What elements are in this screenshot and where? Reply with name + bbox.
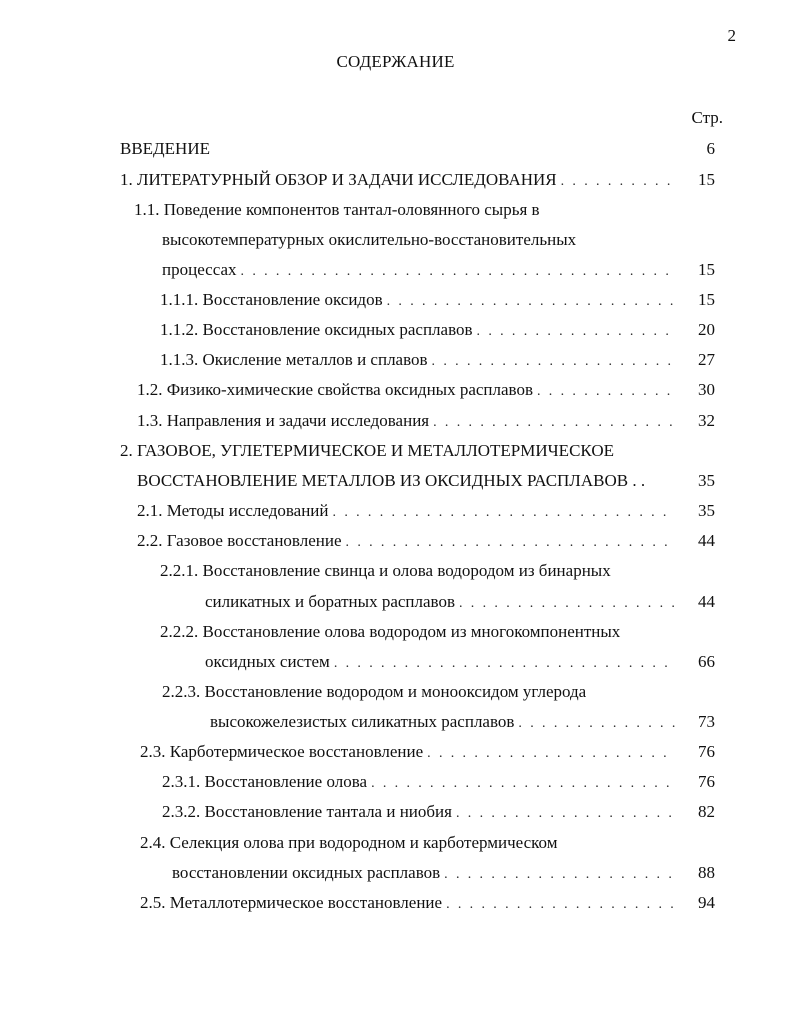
- leader-dots: [333, 501, 675, 525]
- toc-entry-text: 1.1. Поведение компонентов тантал-оловянного сырья в: [134, 200, 540, 219]
- leader-dots: [433, 411, 675, 435]
- toc-entry[interactable]: [160, 620, 715, 644]
- toc-entry-text: восстановлении оксидных расплавов: [172, 863, 441, 882]
- toc-entry-page: 35: [698, 501, 715, 520]
- toc-entry-text: 1.3. Направления и задачи исследования: [137, 411, 430, 430]
- toc-entry-page: 15: [698, 260, 715, 279]
- toc-entry-page: 88: [698, 863, 715, 882]
- toc-entry-text: 1.1.3. Окисление металлов и сплавов: [160, 350, 428, 369]
- leader-dots: [477, 320, 675, 344]
- page-number: 2: [727, 26, 736, 45]
- toc-entry[interactable]: [162, 800, 715, 824]
- toc-entry-text: 2.3. Карботермическое восстановление: [140, 742, 424, 761]
- toc-entry-page: 76: [698, 742, 715, 761]
- toc-entry-text: процессах: [162, 260, 237, 279]
- leader-dots: [371, 772, 675, 796]
- leader-dots: [444, 863, 675, 887]
- toc-entry[interactable]: [160, 559, 715, 583]
- toc-entry-text: ВОССТАНОВЛЕНИЕ МЕТАЛЛОВ ИЗ ОКСИДНЫХ РАСПЛАВОВ . .: [137, 471, 646, 490]
- toc-entry[interactable]: [137, 529, 715, 553]
- leader-dots: [241, 260, 675, 284]
- leader-dots: [456, 802, 675, 826]
- leader-dots: [561, 170, 675, 194]
- toc-entry-text: 2.1. Методы исследований: [137, 501, 329, 520]
- toc-entry-text: 2.3.1. Восстановление олова: [162, 772, 368, 791]
- leader-dots: [432, 350, 675, 374]
- toc-entry-page: 66: [698, 652, 715, 671]
- toc-entry[interactable]: [160, 288, 715, 312]
- toc-entry[interactable]: [172, 861, 715, 885]
- toc-entry-page: 73: [698, 712, 715, 731]
- toc-entry-text: высокожелезистых силикатных расплавов: [210, 712, 515, 731]
- toc-entry[interactable]: [140, 831, 715, 855]
- toc-entry-text: 2. ГАЗОВОЕ, УГЛЕТЕРМИЧЕСКОЕ И МЕТАЛЛОТЕРМИЧЕСКОЕ: [120, 441, 614, 460]
- leader-dots: [446, 893, 675, 917]
- toc-entry[interactable]: [160, 318, 715, 342]
- toc-entry[interactable]: [205, 590, 715, 614]
- toc-entry-text: ВВЕДЕНИЕ: [120, 139, 210, 158]
- toc-entry[interactable]: [162, 258, 715, 282]
- toc-entry[interactable]: [137, 499, 715, 523]
- toc-entry-page: 94: [698, 893, 715, 912]
- toc-entry-text: силикатных и боратных расплавов: [205, 592, 455, 611]
- toc-entry-page: 15: [698, 170, 715, 189]
- toc-entry-page: 20: [698, 320, 715, 339]
- toc-entry[interactable]: [160, 348, 715, 372]
- leader-dots: [334, 652, 675, 676]
- toc-entry-page: 6: [706, 139, 715, 158]
- toc-entry-text: 2.2.2. Восстановление олова водородом из многокомпонентных: [160, 622, 621, 641]
- leader-dots: [518, 712, 675, 736]
- leader-dots: [387, 290, 675, 314]
- toc-entry[interactable]: [205, 650, 715, 674]
- toc-entry-page: 32: [698, 411, 715, 430]
- toc-entry-text: 1.1.2. Восстановление оксидных расплавов: [160, 320, 473, 339]
- toc-entry-page: 15: [698, 290, 715, 309]
- toc-entry-text: высокотемпературных окислительно-восстановительных: [162, 230, 577, 249]
- toc-entry-page: 82: [698, 802, 715, 821]
- toc-entry-text: 2.5. Металлотермическое восстановление: [140, 893, 443, 912]
- toc-entry-text: 1.1.1. Восстановление оксидов: [160, 290, 383, 309]
- leader-dots: [427, 742, 675, 766]
- toc-entry[interactable]: [137, 378, 715, 402]
- toc-entry-text: 2.2. Газовое восстановление: [137, 531, 342, 550]
- toc-entry[interactable]: [140, 740, 715, 764]
- toc-entry-page: 44: [698, 531, 715, 550]
- page-title: СОДЕРЖАНИЕ: [336, 52, 455, 71]
- toc-entry-page: 35: [698, 471, 715, 490]
- toc-entry[interactable]: [120, 137, 715, 161]
- leader-dots: [346, 531, 675, 555]
- toc-entry[interactable]: [120, 439, 715, 463]
- toc-entry[interactable]: [120, 168, 715, 192]
- toc-entry-page: 76: [698, 772, 715, 791]
- leader-dots: [459, 592, 675, 616]
- page-column-label: Стр.: [691, 108, 723, 127]
- toc-entry[interactable]: [140, 891, 715, 915]
- toc-entry[interactable]: [162, 228, 715, 252]
- toc-entry-text: 2.4. Селекция олова при водородном и карботермическом: [140, 833, 558, 852]
- leader-dots: [537, 380, 675, 404]
- toc-entry-page: 27: [698, 350, 715, 369]
- toc-entry-page: 30: [698, 380, 715, 399]
- toc-entry-text: оксидных систем: [205, 652, 330, 671]
- toc-entry-text: 2.2.3. Восстановление водородом и монооксидом углерода: [162, 682, 587, 701]
- toc-entry[interactable]: [162, 680, 715, 704]
- toc-entry[interactable]: [210, 710, 715, 734]
- toc-entry[interactable]: [137, 409, 715, 433]
- toc-entry[interactable]: [137, 469, 715, 493]
- toc-entry[interactable]: [162, 770, 715, 794]
- toc-entry-text: 1.2. Физико-химические свойства оксидных расплавов: [137, 380, 533, 399]
- toc-entry[interactable]: [134, 198, 715, 222]
- toc-entry-page: 44: [698, 592, 715, 611]
- toc-entry-text: 1. ЛИТЕРАТУРНЫЙ ОБЗОР И ЗАДАЧИ ИССЛЕДОВАНИЯ: [120, 170, 557, 189]
- toc-entry-text: 2.2.1. Восстановление свинца и олова водородом из бинарных: [160, 561, 611, 580]
- toc-entry-text: 2.3.2. Восстановление тантала и ниобия: [162, 802, 452, 821]
